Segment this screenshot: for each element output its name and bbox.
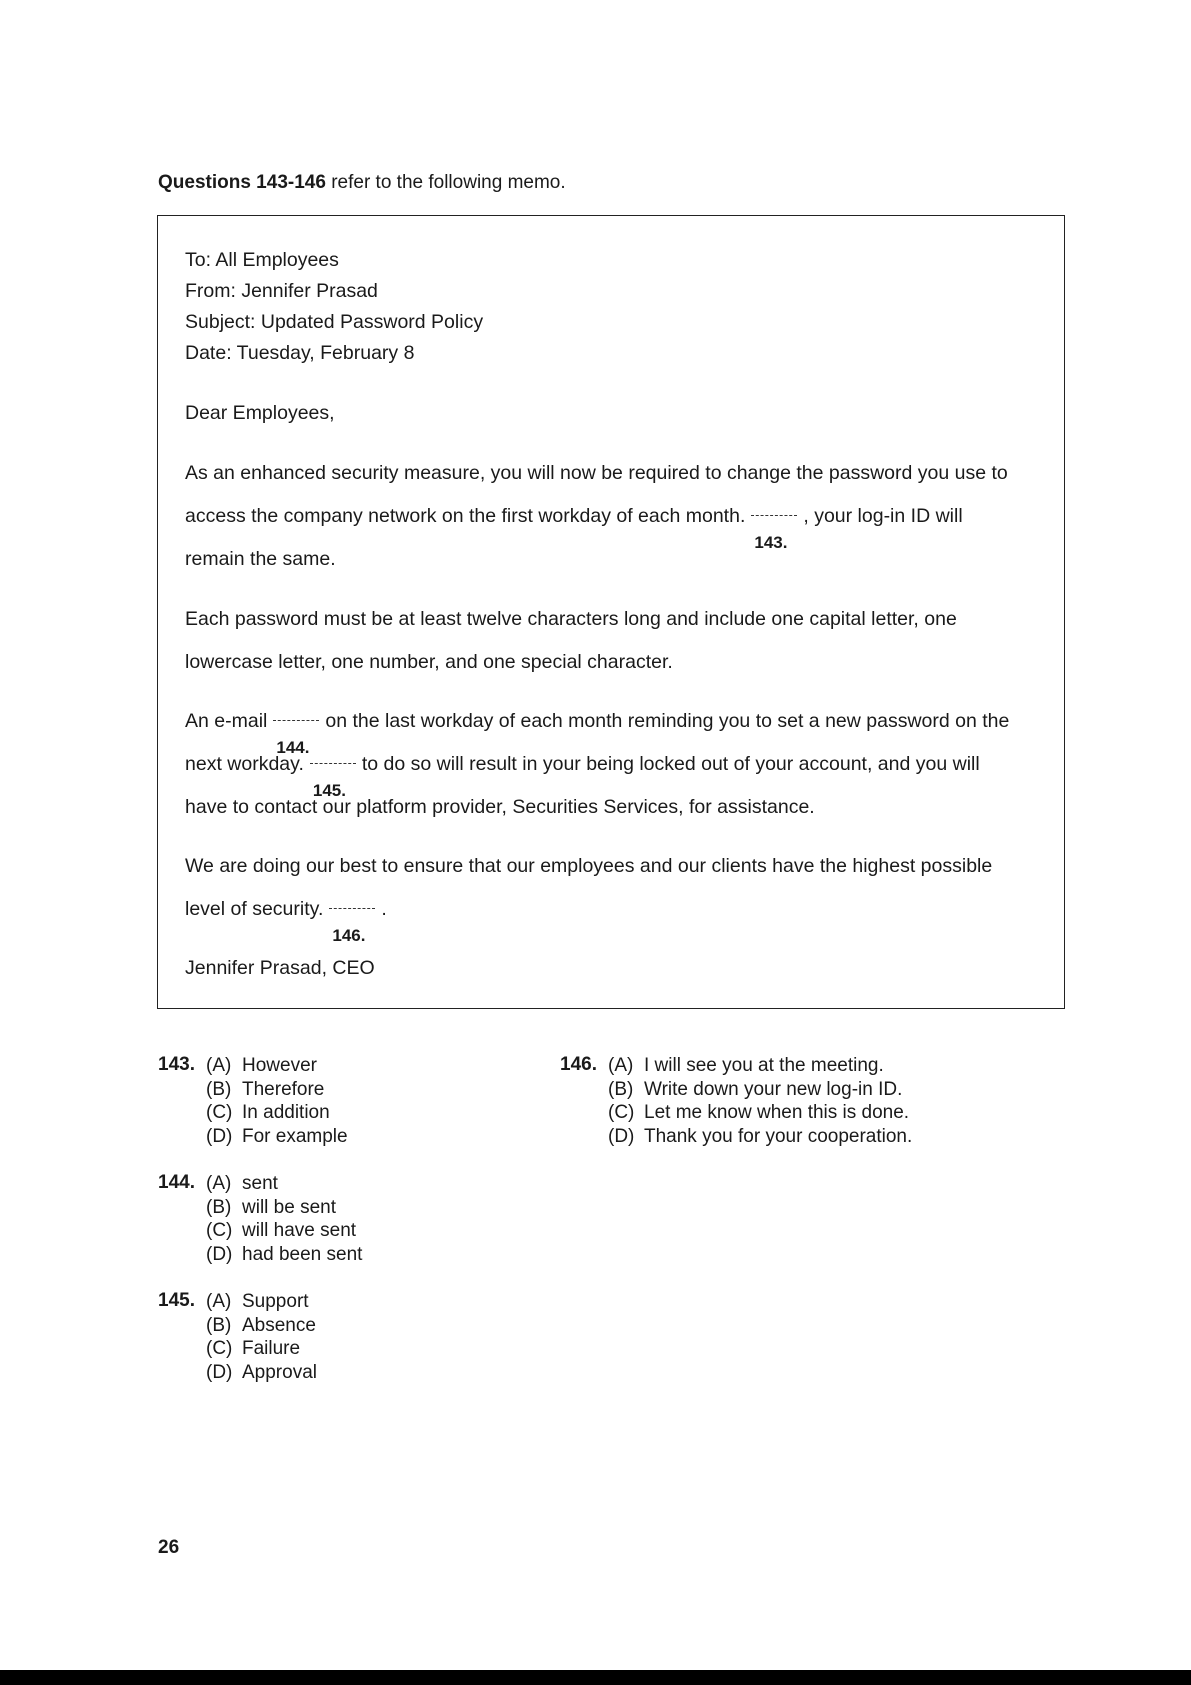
option-text: I will see you at the meeting. <box>644 1055 884 1076</box>
option-144-c[interactable] <box>206 1219 356 1243</box>
option-letter: (A) <box>206 1173 232 1194</box>
option-text: Absence <box>242 1314 316 1336</box>
option-letter: (D) <box>206 1243 233 1265</box>
memo-p2-line2: lowercase letter, one number, and one special character. <box>185 651 673 673</box>
option-146-a[interactable] <box>608 1054 884 1078</box>
memo-p1-line2-start: access the company network on the first workday of each month. <box>185 505 746 527</box>
section-heading-bold: Questions 143-146 <box>158 172 326 193</box>
question-number: 146. <box>560 1054 597 1075</box>
memo-p3-line1 <box>185 710 1010 757</box>
option-letter: (B) <box>206 1314 232 1336</box>
blank-145[interactable] <box>310 769 356 800</box>
option-144-a[interactable] <box>206 1172 278 1196</box>
memo-p3-line2 <box>185 753 980 800</box>
memo-p3-line2-end: to do so will result in your being locked out of your account, and you will <box>361 753 980 775</box>
option-text: had been sent <box>242 1243 363 1265</box>
option-letter: (B) <box>206 1078 232 1100</box>
option-143-b[interactable] <box>206 1078 324 1102</box>
memo-to: To: All Employees <box>185 249 339 271</box>
option-143-a[interactable] <box>206 1054 317 1078</box>
bottom-scan-border <box>0 1670 1191 1685</box>
option-text: However <box>242 1055 317 1076</box>
option-145-a[interactable] <box>206 1290 309 1314</box>
memo-p2-line1: Each password must be at least twelve characters long and include one capital letter, one <box>185 608 957 630</box>
memo-p3-line3: have to contact our platform provider, Securities Services, for assistance. <box>185 796 815 818</box>
blank-146[interactable] <box>329 914 375 945</box>
option-text: Failure <box>242 1338 301 1359</box>
memo-subject: Subject: Updated Password Policy <box>185 311 484 333</box>
option-145-d[interactable] <box>206 1361 317 1385</box>
option-text: Therefore <box>242 1078 325 1100</box>
option-146-c[interactable] <box>608 1101 909 1125</box>
option-text: sent <box>242 1173 278 1194</box>
memo-date: Date: Tuesday, February 8 <box>185 342 415 364</box>
option-text: In addition <box>242 1102 330 1123</box>
option-letter: (B) <box>608 1078 634 1100</box>
memo-p4-line1: We are doing our best to ensure that our employees and our clients have the highest possible <box>185 855 993 877</box>
memo-p4-line2 <box>185 898 387 945</box>
memo-signature: Jennifer Prasad, CEO <box>185 957 375 979</box>
memo-p1-line3: remain the same. <box>185 548 336 570</box>
option-letter: (A) <box>206 1055 232 1076</box>
memo-p3-line2-start: next workday. <box>185 753 304 775</box>
option-text: Let me know when this is done. <box>644 1102 910 1123</box>
memo-from: From: Jennifer Prasad <box>185 280 378 302</box>
section-heading <box>158 172 566 194</box>
option-letter: (A) <box>608 1055 634 1076</box>
memo-p1-line1: As an enhanced security measure, you will now be required to change the password you use to <box>185 462 1008 484</box>
option-text: will have sent <box>242 1220 357 1241</box>
blank-145-number: 145. <box>312 781 346 800</box>
blank-143-number: 143. <box>754 533 788 552</box>
memo-p3-line1-end: on the last workday of each month reminding you to set a new password on the <box>325 710 1010 732</box>
blank-146-number: 146. <box>332 926 366 945</box>
question-number: 145. <box>158 1290 195 1311</box>
question-number: 144. <box>158 1172 195 1193</box>
memo-p4-line2-end: . <box>381 898 387 920</box>
option-text: will be sent <box>242 1196 336 1218</box>
memo-p1-line2 <box>185 505 963 552</box>
option-144-b[interactable] <box>206 1196 336 1220</box>
option-145-c[interactable] <box>206 1337 300 1361</box>
option-146-b[interactable] <box>608 1078 902 1102</box>
option-letter: (C) <box>608 1102 635 1123</box>
memo-greeting: Dear Employees, <box>185 402 335 424</box>
memo-p1-line2-end: , your log-in ID will <box>803 505 963 527</box>
option-145-b[interactable] <box>206 1314 316 1338</box>
memo-box <box>157 215 1065 1009</box>
blank-144[interactable] <box>273 726 319 757</box>
option-144-d[interactable] <box>206 1243 362 1267</box>
option-letter: (D) <box>206 1361 233 1383</box>
section-heading-text: refer to the following memo. <box>331 172 566 193</box>
blank-143[interactable] <box>751 521 797 552</box>
option-text: Write down your new log-in ID. <box>644 1078 903 1100</box>
option-letter: (D) <box>608 1125 635 1147</box>
option-text: Thank you for your cooperation. <box>644 1125 913 1147</box>
option-143-d[interactable] <box>206 1125 348 1149</box>
option-text: For example <box>242 1125 348 1147</box>
option-letter: (C) <box>206 1102 233 1123</box>
blank-144-number: 144. <box>276 738 310 757</box>
option-letter: (D) <box>206 1125 233 1147</box>
option-letter: (C) <box>206 1338 233 1359</box>
option-letter: (B) <box>206 1196 232 1218</box>
option-letter: (A) <box>206 1291 232 1312</box>
option-146-d[interactable] <box>608 1125 912 1149</box>
memo-p4-line2-start: level of security. <box>185 898 324 920</box>
option-text: Approval <box>242 1361 317 1383</box>
option-143-c[interactable] <box>206 1101 330 1125</box>
option-letter: (C) <box>206 1220 233 1241</box>
memo-p3-line1-start: An e-mail <box>185 710 268 732</box>
page-number: 26 <box>158 1537 180 1558</box>
option-text: Support <box>242 1291 309 1312</box>
question-number: 143. <box>158 1054 195 1075</box>
